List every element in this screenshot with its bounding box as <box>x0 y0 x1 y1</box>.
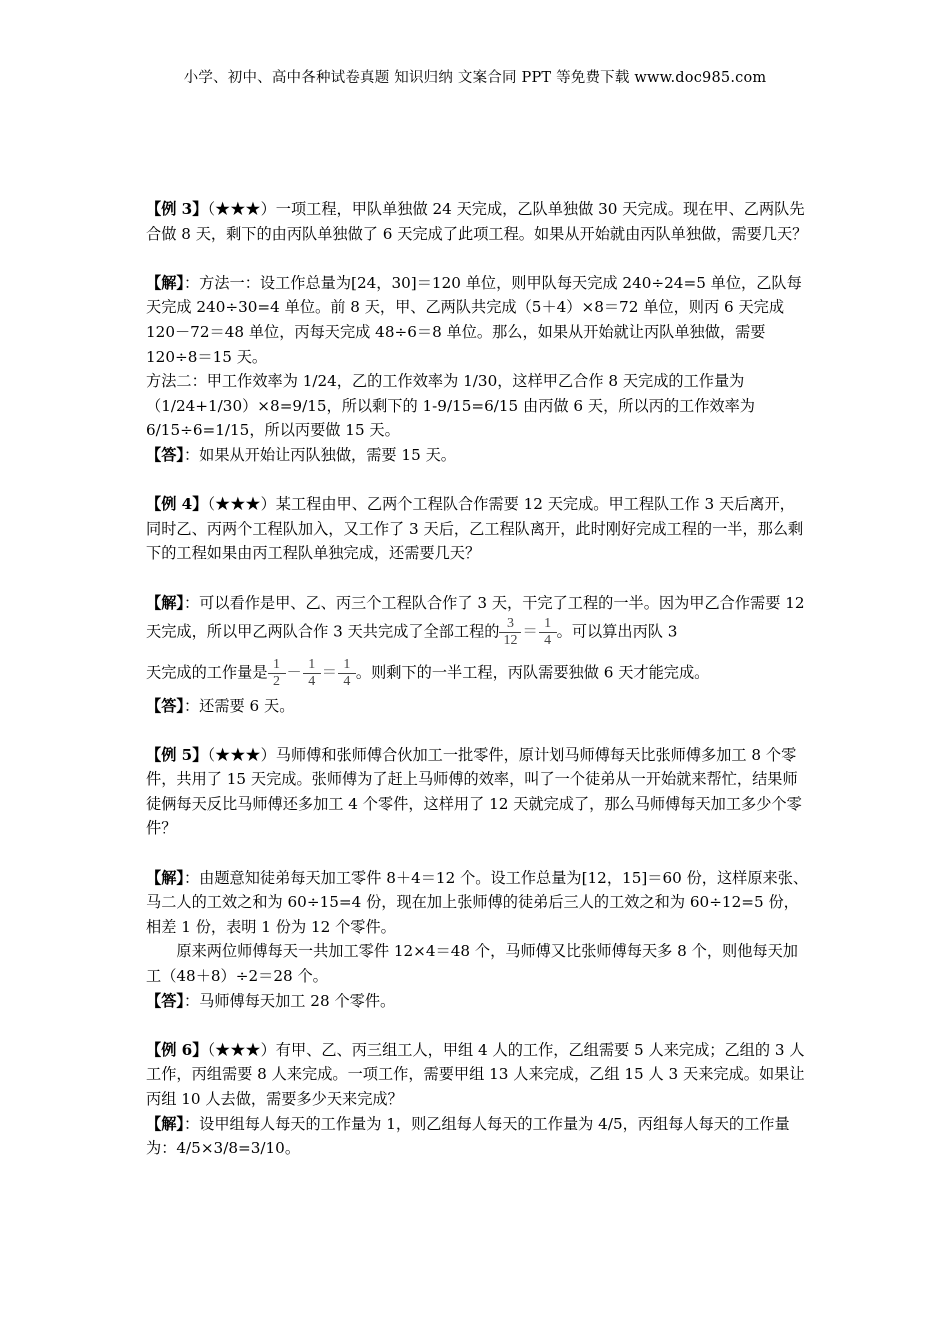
example-3-answer: 【答】：如果从开始让丙队独做，需要 15 天。 <box>146 445 456 464</box>
example-4-answer: 【答】：还需要 6 天。 <box>146 696 295 715</box>
solution-tag: 【解】 <box>146 273 184 292</box>
answer-tag: 【答】 <box>146 696 184 715</box>
document-body <box>146 197 810 1161</box>
example-3-tag: 【例 3】 <box>146 200 208 218</box>
fraction-1-4: $\frac{1}{4}$ <box>305 657 319 690</box>
answer-tag: 【答】 <box>146 445 184 464</box>
example-5-answer: 【答】：马师傅每天加工 28 个零件。 <box>146 991 396 1010</box>
example-4-solution: 【解】：可以看作是甲、乙、丙三个工程队合作了 3 天，干完了工程的一半。因为甲乙合作需要 12 天完成，所以甲乙两队合作 3 天共完成了全部工程的 $\frac{3}{12}$ ＝ $\frac{1}{4}$ 。可以算出丙队 3 <box>146 593 805 648</box>
example-4-question <box>146 492 810 566</box>
example-5-text: （★★★）马师傅和张师傅合伙加工一批零件，原计划马师傅每天比张师傅多加工 8 个零件，共用了 15 天完成。张师傅为了赶上马师傅的效率，叫了一个徒弟从一开始就来帮忙，结果师徒俩每天反比马师傅还多加工 4 个零件，这样用了 12 天就完成了，那么马师傅每天加工多少个零件？ <box>146 745 802 838</box>
example-5-question <box>146 743 810 841</box>
answer-tag: 【答】 <box>146 991 184 1010</box>
fraction-1-4: $\frac{1}{4}$ <box>340 657 354 690</box>
solution-tag: 【解】 <box>146 1114 184 1133</box>
solution-tag: 【解】 <box>146 593 184 612</box>
example-6-tag: 【例 6】 <box>146 1040 208 1059</box>
example-6-solution: 【解】：设甲组每人每天的工作量为 1，则乙组每人每天的工作量为 4/5，丙组每人每天的工作量为：4/5×3/8=3/10。 <box>146 1114 790 1158</box>
fraction-3-12: $\frac{3}{12}$ <box>501 616 519 649</box>
fraction-1-2: $\frac{1}{2}$ <box>270 657 284 690</box>
example-5-solution-1: 【解】：由题意知徒弟每天加工零件 8＋4＝12 个。设工作总量为[12，15]＝60 份，这样原来张、马二人的工效之和为 60÷15=4 份，现在加上张师傅的徒弟后三人的工效之和为 60÷12=5 份，相差 1 份，表明 1 份为 12 个零件。 <box>146 868 809 936</box>
example-4-solution-cont: 天完成的工作量是 $\frac{1}{2}$ － $\frac{1}{4}$ ＝ $\frac{1}{4}$ 。则剩下的一半工程，丙队需要独做 6 天才能完成。 <box>146 656 710 689</box>
example-5-solution-2: 原来两位师傅每天一共加工零件 12×4＝48 个，马师傅又比张师傅每天多 8 个，则他每天加工（48＋8）÷2＝28 个。 <box>146 942 798 986</box>
example-3-question <box>146 197 810 246</box>
fraction-1-4: $\frac{1}{4}$ <box>541 616 555 649</box>
example-4-tag: 【例 4】 <box>146 495 208 514</box>
example-3-solution-2: 方法二：甲工作效率为 1/24，乙的工作效率为 1/30，这样甲乙合作 8 天完成的工作量为（1/24+1/30）×8=9/15，所以剩下的 1-9/15=6/15 由丙做 6 天，所以丙的工作效率为 6/15÷6=1/15，所以丙要做 15 天。 <box>146 372 755 440</box>
example-6-text: （★★★）有甲、乙、丙三组工人，甲组 4 人的工作，乙组需要 5 人来完成；乙组的 3 人工作，丙组需要 8 人来完成。一项工作，需要甲组 13 人来完成，乙组 15 人 3 天来完成。如果让丙组 10 人去做，需要多少天来完成？ <box>146 1040 805 1108</box>
page-header: 小学、初中、高中各种试卷真题 知识归纳 文案合同 PPT 等免费下载 www.doc985.com <box>183 70 767 86</box>
example-3-text: （★★★）一项工程，甲队单独做 24 天完成，乙队单独做 30 天完成。现在甲、乙两队先合做 8 天，剩下的由丙队单独做了 6 天完成了此项工程。如果从开始就由丙队单独做，需要几天？ <box>146 200 808 243</box>
example-3-solution-1: 【解】：方法一：设工作总量为[24，30]＝120 单位，则甲队每天完成 240÷24=5 单位，乙队每天完成 240÷30=4 单位。前 8 天，甲、乙两队共完成（5＋4）×8＝72 单位，则丙 6 天完成 120－72＝48 单位，丙每天完成 48÷6＝8 单位。那么，如果从开始就让丙队单独做，需要 120÷8＝15 天。 <box>146 273 802 366</box>
solution-tag: 【解】 <box>146 868 184 887</box>
example-6-question <box>146 1038 810 1112</box>
example-4-text: （★★★）某工程由甲、乙两个工程队合作需要 12 天完成。甲工程队工作 3 天后离开，同时乙、丙两个工程队加入，又工作了 3 天后，乙工程队离开，此时刚好完成工程的一半，那么剩下的工程如果由丙工程队单独完成，还需要几天？ <box>146 495 804 563</box>
example-5-tag: 【例 5】 <box>146 745 208 764</box>
